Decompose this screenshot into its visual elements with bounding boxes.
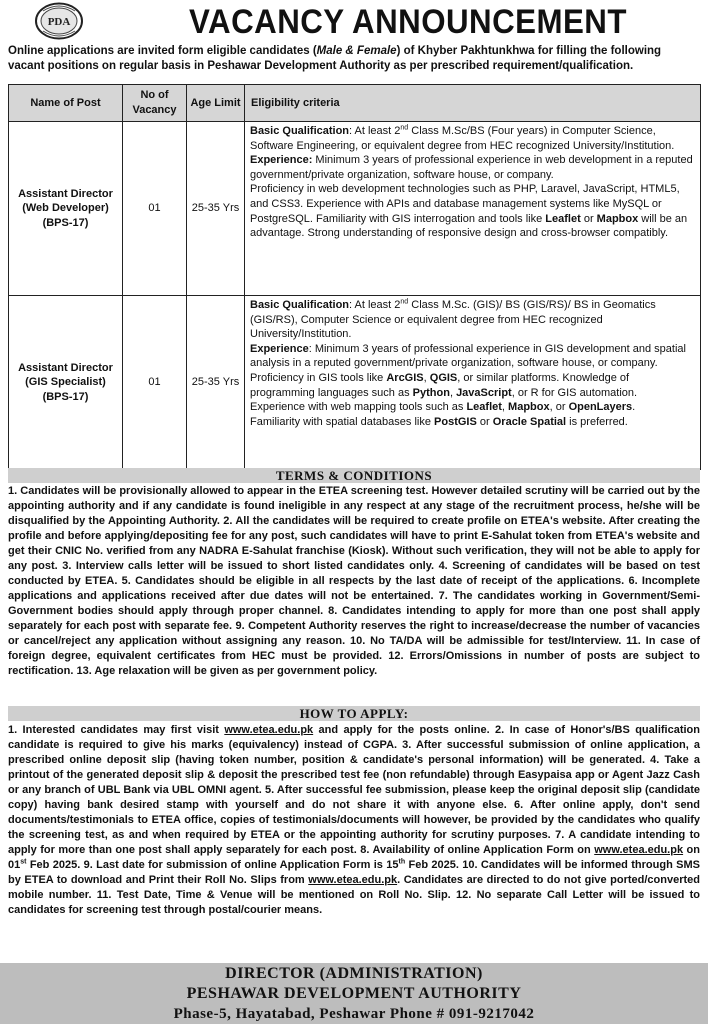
database-text: Familiarity with spatial databases like [250,415,435,428]
ordinal-sup: st [20,858,27,866]
post-title: Assistant Director [18,187,113,200]
experience-text: : Minimum 3 years of professional experience in GIS development and spatial analysis in a reputed government/private organization, software house, or company. [250,342,686,370]
mapping-text: . [632,401,636,414]
how-text: 9. Last date for submission of online Application Form is [80,859,387,871]
age-cell: 25-35 Yrs [187,296,245,470]
svg-text:PDA: PDA [47,16,71,28]
date-day: 01 [8,859,21,871]
tool-name: QGIS [429,371,458,384]
table-row [9,296,701,470]
how-text: and apply for the posts online. 2. In case of Honor's/BS qualification candidate is required to give his marks (equivalency) instead of CGPA. 3. After successful submission of online application, a prescribed online deposit slip (having token number, position & candidate's personal information) will be generated. 4. Take a printout of the generated deposit slip & deposit the prescribed test fee (non refundable) through Easypaisa app or Agent Jazz Cash or any branch of UBL Bank via UBL OMNI agent. 5. After successful fee submission, please keep the original deposit slip (candidate copy) having bank desired stamp with yourself and do not share it with anyone else. 6. After online apply, don't send documents/testimonials to ETEA office, copies of testimonials/documents will however, be provided by the candidates who qualify the screening test, as and when required by ETEA or the appointing authority for scrutiny purposes. 7. A candidate intending to apply for more than one post shall apply separately for each post. 8. Availability of online Application Form on [8,724,700,856]
post-name-cell [9,296,123,470]
basic-label: Basic Qualification [250,125,350,137]
ordinal-sup: th [398,858,406,866]
basic-text: : At least 2 [349,299,401,311]
terms-heading: TERMS & CONDITIONS [8,468,700,483]
tool-name: OpenLayers [568,401,633,414]
proficiency [250,371,696,400]
header [0,0,708,44]
experience-label: Experience [250,342,309,355]
basic-qualification [250,298,696,342]
page-title: VACANCY ANNOUNCEMENT [189,3,627,41]
etea-link[interactable]: www.etea.edu.pk [224,724,314,736]
header-no-of-vacancy: No of Vacancy [123,85,187,122]
how-text: 10. Candidates will be informed through SMS by ETEA to download and Print their Roll No. Slips from [8,859,700,886]
post-title: Assistant Director [18,361,113,374]
how-text: 1. Interested candidates may first visit [8,724,225,736]
basic-qualification [250,124,696,153]
ordinal-sup: nd [400,124,409,132]
header-age-limit: Age Limit [187,85,245,122]
table-row [9,122,701,296]
vacancy-cell: 01 [123,296,187,470]
tool-name: Python [412,386,450,399]
header-eligibility: Eligibility criteria [245,85,701,122]
experience-text: Minimum 3 years of professional experience in web development in a reputed government/private organization, software house, or company. [250,154,693,181]
tool-name: Oracle Spatial [492,415,567,428]
proficiency-text: or [580,212,597,225]
proficiency-text: , [423,371,430,384]
tool-name: Leaflet [466,401,502,414]
footer-authority: PESHAWAR DEVELOPMENT AUTHORITY [186,985,522,1002]
eligibility-cell [245,296,701,470]
footer [0,963,708,1024]
date-month-year: Feb 2025. [405,859,459,871]
tool-name: JavaScript [456,386,512,399]
proficiency-text: , [449,386,457,399]
proficiency [250,182,696,240]
table-header-row [9,85,701,122]
date-month-year: Feb 2025. [26,859,81,871]
header-name-of-post: Name of Post [9,85,123,122]
eligibility-cell [245,122,701,296]
etea-link[interactable]: www.etea.edu.pk [308,874,398,886]
start-date [8,859,80,871]
tool-name: Mapbox [596,212,639,225]
intro-part2: ) of Khyber Pakhtunkhwa for filling the following vacant positions on regular basis in Peshawar Development Authority as per prescribed requirement/qualification. [8,45,662,72]
tool-name: PostGIS [434,415,477,428]
experience-label: Experience: [250,154,313,167]
last-date [386,859,459,871]
how-text: . Candidates are directed to do not give ported/converted mobile number. 11. Test Date, Time & Venue will be mentioned on Roll No. Slip. 12. No separate Call Letter will be issued to candidates for screening test through postal/courier means. [8,874,700,916]
basic-text-rest: Class M.Sc. (GIS)/ BS (GIS/RS)/ BS in Geomatics (GIS/RS), Computer Science or equivalent degree from HEC recognized University/Institution. [250,299,656,341]
vacancy-table [8,84,701,470]
post-specialization: (GIS Specialist) [25,376,106,389]
post-specialization: (Web Developer) [22,202,109,215]
footer-director: DIRECTOR (ADMINISTRATION) [225,965,483,982]
experience [250,342,696,371]
proficiency-text: Proficiency in web development technologies such as PHP, Laravel, JavaScript, HTML5, and CSS3. Experience with APIs and database management systems like MySQL or PostgreSQL. Familiarity with GIS interrogation and tools like [250,183,680,225]
proficiency-text: Proficiency in GIS tools like [250,371,387,384]
how-text: on [683,844,700,856]
post-scale: (BPS-17) [42,390,89,403]
tool-name: Mapbox [508,401,550,414]
how-to-apply-text [8,723,700,918]
basic-text-rest: Class M.Sc/BS (Four years) in Computer Science, Software Engineering, or equivalent degree from HEC recognized University/Institution. [250,125,675,152]
basic-text: : At least 2 [349,125,401,137]
tool-name: Leaflet [545,212,581,225]
web-mapping [250,400,696,415]
post-scale: (BPS-17) [42,216,89,229]
terms-text: 1. Candidates will be provisionally allowed to appear in the ETEA screening test. However detailed scrutiny will be carried out by the appointing authority and if any candidate is found ineligible in any respect at any stage of the recruitment process, he/she will be disqualified by the Appointing Authority. 2. All the candidates will be required to create profile on ETEA's website. After creating the profile and before applying/depositing fee for any post, such candidates will have to print E-Sahulat token from ETEA's website and get their CNIC No. verified from any NADRA E-Sahulat franchise (Kiosk). Without such verification, they will not be able to apply for any post. 3. Interview calls letter will be issued to short listed candidates only. 4. Screening of candidates will be based on test conducted by ETEA. 5. Candidates should be eligible in all respects by the last date of receipt of the applications. 6. Incomplete applications and applications received after due dates will not be entertained. 7. The candidates working in Government/Semi-Government bodies should apply through proper channel. 8. Candidates intending to apply for more than one post shall apply separately for each post with separate fee. 9. Competent Authority reserves the right to increase/decrease the number of vacancies or cancel/reject any application without assigning any reason. 10. No TA/DA will be admissible for test/Interview. 11. In case of foreign degree, equivalent certificates from HEC must be provided. 12. Errors/Omissions in number of posts are subject to rectification. 13. Age relaxation will be given as per government policy. [8,485,700,677]
post-name-cell [9,122,123,296]
tool-name: ArcGIS [386,371,424,384]
intro-part1: Online applications are invited form eligible candidates ( [8,45,317,57]
intro-emphasis: Male & Female [316,45,397,57]
how-to-apply-heading: HOW TO APPLY: [8,706,700,721]
mapping-text: , [501,401,509,414]
proficiency-text: will be an advantage. Strong understanding of responsive design and cross-browser compatibly. [250,212,688,240]
intro-text [8,44,700,74]
experience [250,153,696,182]
ordinal-sup: nd [400,298,409,306]
basic-label: Basic Qualification [250,299,350,311]
date-day: 15 [386,859,399,871]
mapping-text: , or [549,401,569,414]
etea-link[interactable]: www.etea.edu.pk [594,844,684,856]
footer-address: Phase-5, Hayatabad, Peshawar Phone # 091-9217042 [173,1006,535,1022]
proficiency-text: , or similar platforms. Knowledge of programming languages such as [250,371,630,399]
proficiency-text: , or R for GIS automation. [511,386,638,399]
database-text: or [476,415,493,428]
mapping-text: Experience with web mapping tools such as [250,401,467,414]
age-cell: 25-35 Yrs [187,122,245,296]
spatial-databases [250,415,696,430]
database-text: is preferred. [566,415,628,428]
vacancy-cell: 01 [123,122,187,296]
pda-logo [34,2,84,40]
